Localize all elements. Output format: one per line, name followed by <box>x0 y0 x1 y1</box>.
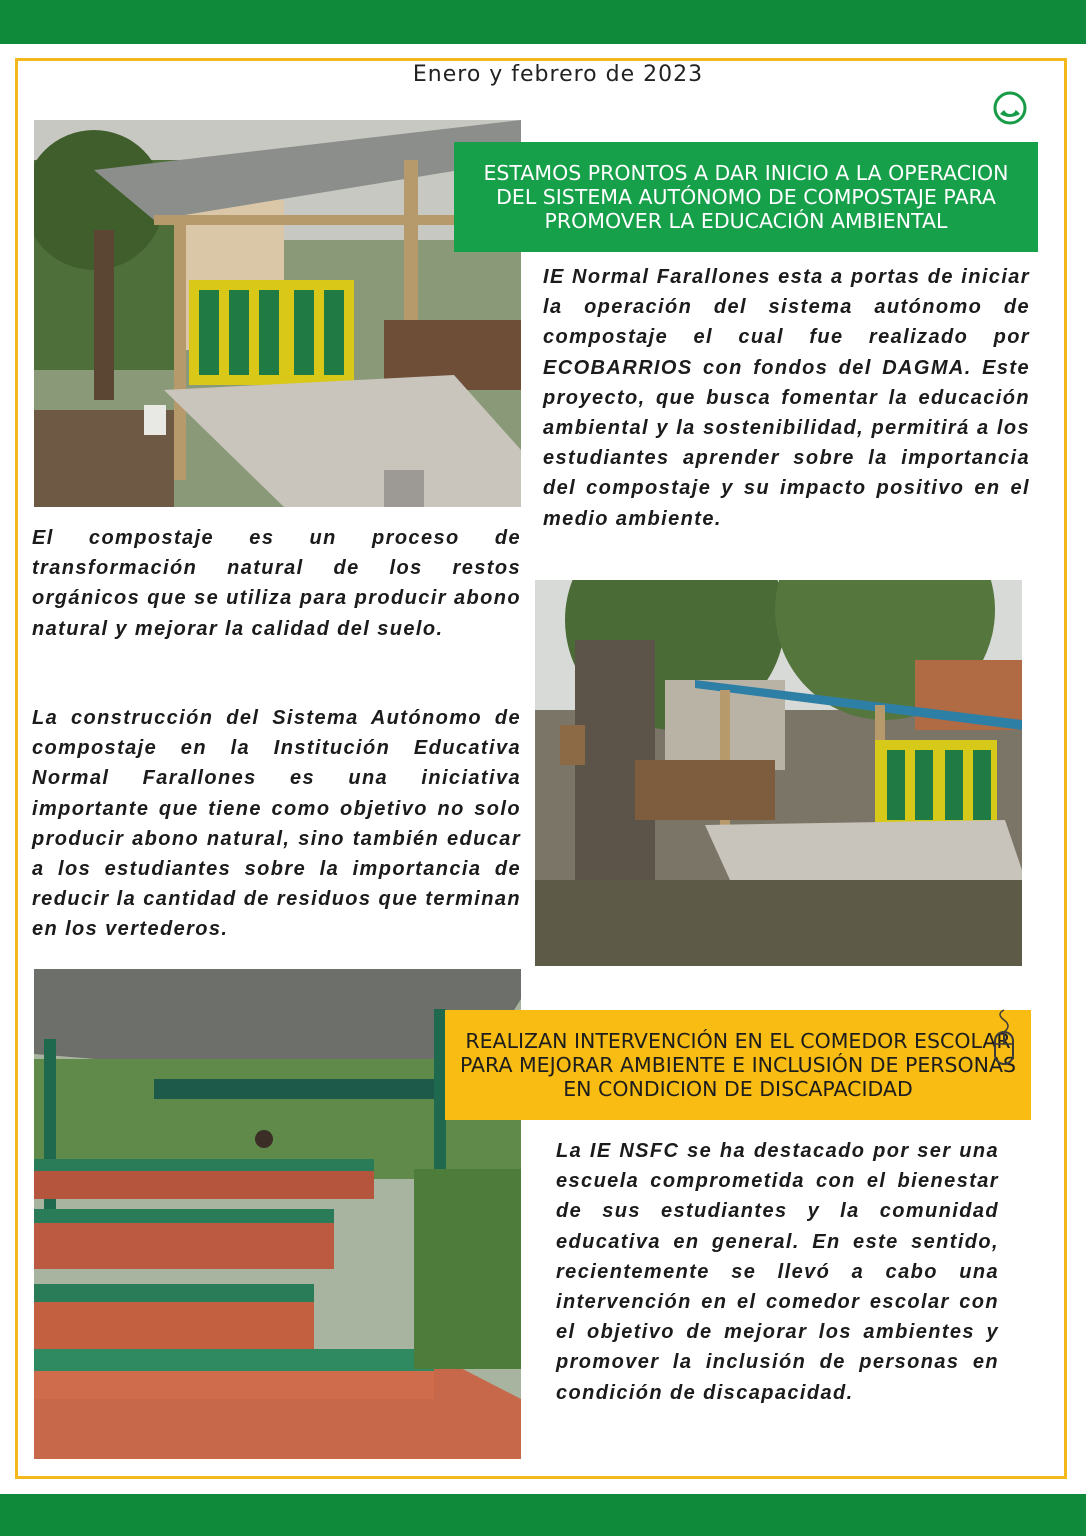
headline-dining-intervention: REALIZAN INTERVENCIÓN EN EL COMEDOR ESCOLAR PARA MEJORAR AMBIENTE E INCLUSIÓN DE PERSONAS EN CONDICION DE DISCAPACIDAD <box>445 1010 1031 1120</box>
bottom-green-band <box>0 1494 1086 1536</box>
eco-leaf-logo-icon <box>992 90 1028 126</box>
paragraph-dining-intervention: La IE NSFC se ha destacado por ser una escuela comprometida con el bienestar de sus estudiantes y la comunidad educativa en general. En este sentido, recientemente se llevó a cabo una intervención en el comedor escolar con el objetivo de mejorar los ambientes y promover la inclusión de personas en condición de discapacidad. <box>556 1140 999 1404</box>
computer-mouse-icon <box>990 1008 1018 1068</box>
paragraph-compost-construction: La construcción del Sistema Autónomo de compostaje en la Institución Educativa Normal Farallones es una iniciativa importante que tiene como objetivo no solo producir abono natural, sino también educar a los estudiantes sobre la importancia de reducir la cantidad de residuos que terminan en los vertederos. <box>32 707 521 941</box>
photo-compost-shelter <box>34 120 521 507</box>
lead-paragraph-compost: IE Normal Farallones esta a portas de iniciar la operación del sistema autónomo de compostaje el cual fue realizado por ECOBARRIOS con fondos del DAGMA. Este proyecto, que busca fomentar la educación ambiental y la sostenibilidad, permitirá a los estudiantes aprender sobre la importancia del compostaje y su impacto positivo en el medio ambiente. <box>543 266 1030 530</box>
headline-compost-system: ESTAMOS PRONTOS A DAR INICIO A LA OPERACION DEL SISTEMA AUTÓNOMO DE COMPOSTAJE PARA PROMOVER LA EDUCACIÓN AMBIENTAL <box>454 142 1038 252</box>
paragraph-compost-definition: El compostaje es un proceso de transformación natural de los restos orgánicos que se utiliza para producir abono natural y mejorar la calidad del suelo. <box>32 527 521 640</box>
top-green-band <box>0 0 1086 44</box>
issue-date: Enero y febrero de 2023 <box>412 62 704 87</box>
photo-compost-garden <box>535 580 1022 966</box>
